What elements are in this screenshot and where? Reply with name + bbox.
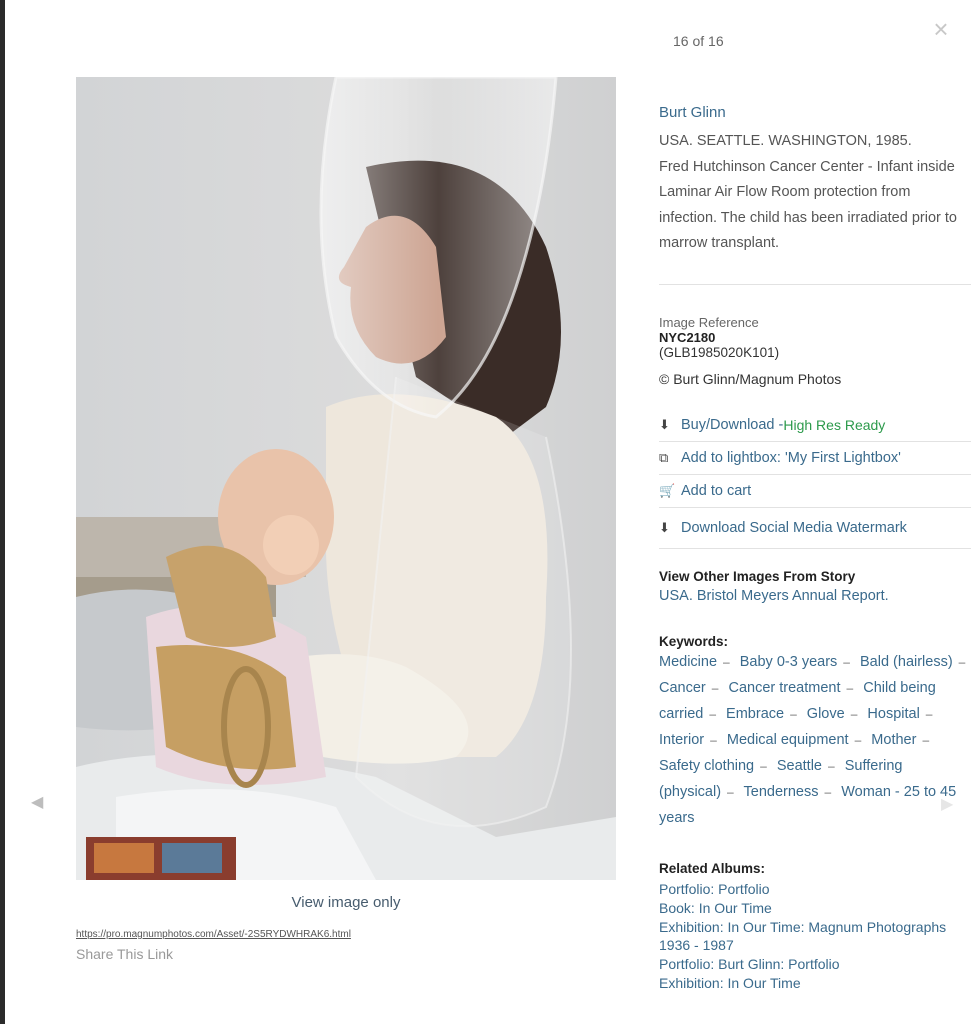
keyword-separator: – — [824, 784, 832, 799]
keyword-separator: – — [958, 654, 966, 669]
image-counter: 16 of 16 — [673, 33, 724, 49]
keyword-separator: – — [723, 654, 730, 669]
keyword-link[interactable]: Cancer — [659, 679, 706, 696]
story-section — [659, 569, 976, 604]
caption-line: Laminar Air Flow Room protection from — [659, 184, 911, 200]
image-reference-alt: (GLB1985020K101) — [659, 344, 780, 360]
share-link[interactable]: Share This Link — [76, 946, 174, 962]
main-photo[interactable] — [76, 77, 616, 880]
keyword-link[interactable]: Medical equipment — [726, 731, 849, 748]
view-image-only-link[interactable]: View image only — [291, 894, 401, 911]
social-watermark-label: Download Social Media Watermark — [681, 519, 907, 536]
photo-illustration — [76, 77, 616, 880]
keyword-separator: – — [846, 680, 854, 695]
keyword-separator: – — [710, 732, 717, 747]
keyword-link[interactable]: Child being carried — [659, 679, 936, 722]
keywords-list — [659, 649, 976, 831]
keyword-separator: – — [843, 654, 850, 669]
keyword-link[interactable]: Safety clothing — [659, 757, 755, 774]
album-link[interactable]: Portfolio: Burt Glinn: Portfolio — [659, 955, 840, 972]
add-to-cart-button[interactable] — [659, 475, 971, 508]
keyword-link[interactable]: Cancer treatment — [728, 679, 841, 696]
buy-download-button[interactable] — [659, 409, 971, 442]
caption-line: USA. SEATTLE. WASHINGTON, 1985. — [659, 133, 912, 149]
copyright: © Burt Glinn/Magnum Photos — [659, 370, 842, 387]
keyword-link[interactable]: Interior — [659, 731, 705, 748]
social-watermark-button[interactable] — [659, 508, 971, 549]
keyword-link[interactable]: Tenderness — [743, 783, 819, 800]
caption-line: Fred Hutchinson Cancer Center - Infant inside — [659, 158, 955, 175]
cart-icon: 🛒 — [659, 482, 676, 498]
keyword-link[interactable]: Embrace — [726, 705, 785, 722]
window-edge — [0, 0, 5, 1024]
keyword-separator: – — [709, 706, 717, 721]
lightbox-icon: ⧉ — [659, 449, 669, 465]
photographer-link[interactable]: Burt Glinn — [659, 104, 726, 121]
image-reference-id: NYC2180 — [659, 329, 716, 345]
keyword-link[interactable]: Suffering (physical) — [659, 757, 903, 800]
add-to-cart-label: Add to cart — [681, 482, 752, 499]
keywords-section — [659, 634, 976, 831]
add-to-lightbox-button[interactable] — [659, 442, 971, 475]
next-arrow-icon[interactable]: ▶ — [941, 796, 954, 813]
divider — [659, 284, 971, 285]
keyword-link[interactable]: Glove — [806, 705, 845, 722]
caption-line: marrow transplant. — [659, 235, 780, 251]
story-link[interactable]: USA. Bristol Meyers Annual Report. — [659, 587, 889, 604]
buy-download-label: Buy/Download - — [681, 416, 784, 433]
add-to-lightbox-label: Add to lightbox: 'My First Lightbox' — [681, 449, 901, 466]
keyword-link[interactable]: Woman - 25 to 45 years — [659, 783, 957, 826]
album-link[interactable]: Book: In Our Time — [659, 899, 772, 916]
related-albums-title: Related Albums: — [659, 860, 766, 876]
keyword-link[interactable]: Seattle — [776, 757, 822, 774]
close-icon[interactable]: × — [933, 14, 949, 44]
keyword-separator: – — [922, 732, 930, 747]
image-details-panel — [659, 104, 976, 993]
album-link[interactable]: Exhibition: In Our Time — [659, 974, 801, 991]
keyword-separator: – — [828, 758, 835, 773]
keyword-link[interactable]: Bald (hairless) — [860, 653, 953, 670]
keyword-separator: – — [925, 706, 933, 721]
actions-list — [659, 409, 976, 549]
related-albums-section — [659, 861, 976, 992]
keyword-link[interactable]: Medicine — [659, 653, 718, 670]
keyword-separator: – — [711, 680, 719, 695]
download-icon: ⬇ — [659, 416, 670, 432]
keyword-link[interactable]: Baby 0-3 years — [739, 653, 838, 670]
album-link[interactable]: Portfolio: Portfolio — [659, 880, 770, 897]
keyword-link[interactable]: Hospital — [867, 705, 920, 722]
download-icon: ⬇ — [659, 519, 670, 535]
keyword-separator: – — [790, 706, 797, 721]
keyword-separator: – — [727, 784, 734, 799]
keyword-link[interactable]: Mother — [871, 731, 917, 748]
keyword-separator: – — [854, 732, 862, 747]
asset-url-link[interactable]: https://pro.magnumphotos.com/Asset/-2S5RYDWHRAK6.html — [76, 929, 351, 940]
keywords-title: Keywords: — [659, 633, 729, 649]
album-link[interactable]: Exhibition: In Our Time: Magnum Photographs 1936 - 1987 — [659, 918, 947, 953]
caption — [659, 129, 976, 257]
previous-arrow-icon[interactable]: ◀ — [31, 794, 44, 811]
caption-line: infection. The child has been irradiated prior to — [659, 209, 957, 226]
story-title: View Other Images From Story — [659, 568, 856, 584]
high-res-status: High Res Ready — [783, 416, 886, 433]
keyword-separator: – — [760, 758, 767, 773]
image-reference-label: Image Reference — [659, 314, 759, 330]
keyword-separator: – — [850, 706, 858, 721]
